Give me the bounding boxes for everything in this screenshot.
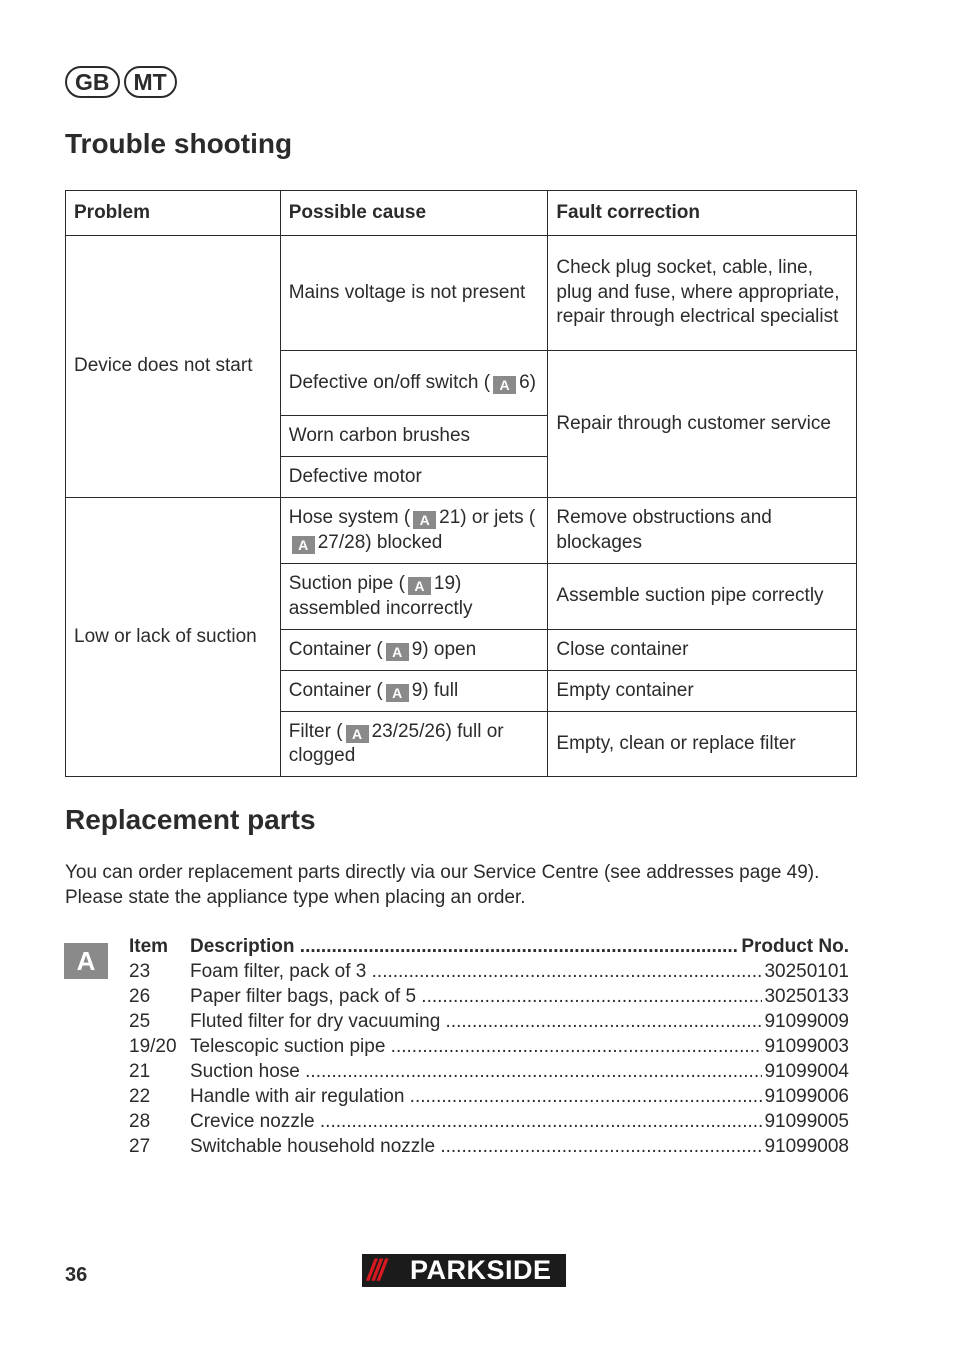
problem-cell: Low or lack of suction — [66, 498, 281, 777]
table-row — [66, 498, 857, 564]
parts-list-header — [129, 934, 849, 959]
figure-a-badge: A — [386, 643, 409, 661]
table-header-row — [66, 191, 857, 236]
list-item — [129, 1034, 849, 1059]
figure-a-badge: A — [292, 536, 315, 554]
description-header: Description ..... — [190, 934, 739, 959]
product-number: 91099008 — [764, 1136, 849, 1157]
cause-cell — [280, 351, 548, 416]
figure-a-badge: A — [493, 376, 516, 394]
cause-text: 19) assembled incorrectly — [288, 573, 473, 619]
cause-text: Container ( — [288, 679, 383, 701]
trouble-shooting-table — [65, 190, 857, 777]
replacement-parts-heading: Replacement parts — [65, 804, 316, 835]
header-possible-cause: Possible cause — [280, 191, 548, 236]
item-header: Item — [129, 936, 169, 957]
parts-list — [129, 934, 849, 1159]
cause-cell — [280, 671, 548, 712]
cause-text: 6) — [519, 371, 536, 393]
item-description: Switchable household nozzle ..... — [190, 1134, 762, 1159]
figure-a-badge: A — [64, 943, 108, 979]
item-description: Fluted filter for dry vacuuming ..... — [190, 1009, 762, 1034]
cause-cell — [280, 712, 548, 777]
product-number: 91099009 — [764, 1011, 849, 1032]
parkside-logo — [362, 1254, 566, 1287]
item-description: Foam filter, pack of 3 ..... — [190, 959, 762, 984]
list-item — [129, 959, 849, 984]
item-number: 25 — [129, 1011, 151, 1032]
cause-cell — [280, 564, 548, 630]
cause-text: Filter ( — [288, 720, 343, 742]
list-item — [129, 1109, 849, 1134]
table-row — [66, 236, 857, 351]
correction-cell: Remove obstructions and blockages — [548, 498, 857, 564]
lang-badge-mt: MT — [124, 66, 177, 98]
product-no-header: Product No. — [741, 936, 849, 957]
cause-text: 9) full — [411, 679, 459, 701]
trouble-shooting-heading: Trouble shooting — [65, 128, 293, 159]
figure-a-badge: A — [346, 725, 369, 743]
item-description: Suction hose ..... — [190, 1059, 762, 1084]
item-number: 28 — [129, 1111, 151, 1132]
cause-cell — [280, 498, 548, 564]
header-fault-correction: Fault correction — [548, 191, 857, 236]
cause-text: 21) or jets ( — [439, 507, 536, 528]
correction-cell: Check plug socket, cable, line, plug and fuse, where appropriate, repair through electrical specialist — [548, 236, 857, 351]
logo-wordmark: PARKSIDE — [410, 1255, 552, 1285]
replacement-parts-intro: You can order replacement parts directly via our Service Centre (see addresses page 49). Please state the appliance type when placing an order. — [65, 862, 820, 908]
product-number: 91099005 — [764, 1111, 849, 1132]
item-description: Handle with air regulation ..... — [190, 1084, 762, 1109]
list-item — [129, 1009, 849, 1034]
lang-badge-gb: GB — [65, 66, 120, 98]
product-number: 30250101 — [764, 961, 849, 982]
cause-text: 23/25/26) full or clogged — [288, 720, 504, 766]
correction-cell: Assemble suction pipe correctly — [548, 564, 857, 630]
correction-cell: Repair through customer service — [548, 351, 857, 498]
figure-a-badge: A — [408, 577, 431, 595]
product-number: 30250133 — [764, 986, 849, 1007]
cause-text: 9) open — [411, 638, 477, 660]
item-description: Crevice nozzle ..... — [190, 1109, 762, 1134]
item-number: 26 — [129, 986, 151, 1007]
header-problem: Problem — [66, 191, 281, 236]
correction-cell: Close container — [548, 630, 857, 671]
cause-text: Hose system ( — [288, 507, 411, 528]
logo-stripes: /// — [367, 1254, 384, 1287]
page-number: 36 — [65, 1264, 88, 1286]
cause-cell: Defective motor — [280, 457, 548, 498]
correction-cell: Empty container — [548, 671, 857, 712]
list-item — [129, 1084, 849, 1109]
item-number: 27 — [129, 1136, 151, 1157]
cause-text: 27/28) blocked — [317, 531, 443, 553]
cause-text: Container ( — [288, 638, 383, 660]
item-number: 21 — [129, 1061, 151, 1082]
language-badges — [65, 66, 177, 98]
list-item — [129, 1059, 849, 1084]
problem-cell: Device does not start — [66, 236, 281, 498]
list-item — [129, 1134, 849, 1159]
figure-a-badge: A — [386, 684, 409, 702]
list-item — [129, 984, 849, 1009]
product-number: 91099004 — [764, 1061, 849, 1082]
item-number: 19/20 — [129, 1036, 177, 1057]
product-number: 91099006 — [764, 1086, 849, 1107]
item-number: 23 — [129, 961, 151, 982]
correction-cell: Empty, clean or replace filter — [548, 712, 857, 777]
figure-a-badge: A — [413, 511, 436, 529]
cause-text: Defective on/off switch ( — [288, 371, 491, 393]
cause-cell — [280, 630, 548, 671]
cause-cell: Mains voltage is not present — [280, 236, 548, 351]
item-description: Paper filter bags, pack of 5 ..... — [190, 984, 762, 1009]
cause-text: Suction pipe ( — [288, 573, 405, 594]
item-number: 22 — [129, 1086, 151, 1107]
product-number: 91099003 — [764, 1036, 849, 1057]
item-description: Telescopic suction pipe ..... — [190, 1034, 762, 1059]
cause-cell: Worn carbon brushes — [280, 416, 548, 457]
